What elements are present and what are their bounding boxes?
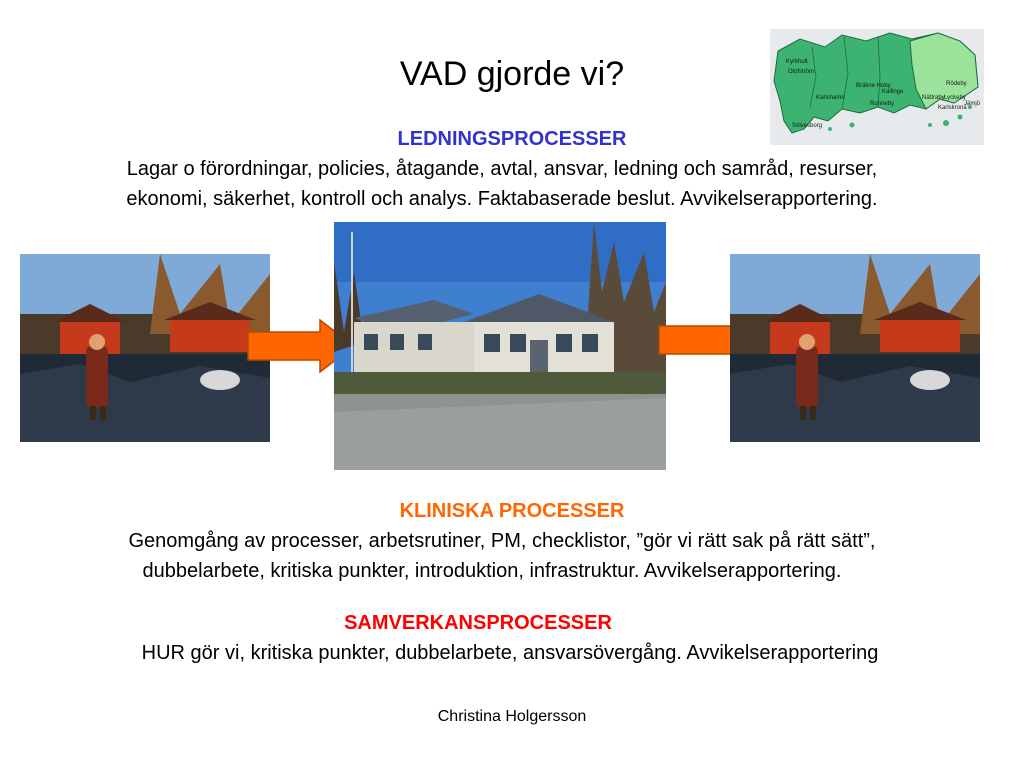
map-label-olofstrom: Olofström [788, 69, 815, 75]
author-name: Christina Holgersson [437, 708, 587, 725]
cottage-photo-left [20, 254, 270, 442]
ledning-line-1: Lagar o förordningar, policies, åtagande, avtal, ansvar, ledning och samråd, resurser, [126, 158, 878, 180]
map-label-brakne-hoby: Bräkne Hoby [856, 83, 891, 89]
slide-title: VAD gjorde vi? [399, 55, 625, 93]
samverkan-heading: SAMVERKANSPROCESSER [344, 612, 612, 634]
map-label-kallinge: Kallinge [882, 89, 904, 95]
ledning-line-2: ekonomi, säkerhet, kontroll och analys. Faktabaserade beslut. Avvikelserapportering. [126, 188, 878, 210]
building-photo [334, 222, 666, 470]
klinisk-line-1: Genomgång av processer, arbetsrutiner, PM, checklistor, ”gör vi rätt sak på rätt sätt”, [128, 530, 876, 552]
map-label-jamjo: Jämjö [964, 101, 981, 107]
map-label-kyrkhult: Kyrkhult [786, 59, 808, 65]
cottage-photo-right [730, 254, 980, 442]
klinisk-heading: KLINISKA PROCESSER [399, 500, 625, 522]
map-label-karlskrona: Karlskrona [938, 105, 967, 111]
map-label-rodeby: Rödeby [946, 81, 967, 87]
map-label-ronneby: Ronneby [870, 101, 895, 107]
photo-building [334, 222, 666, 470]
photo-red-cottages-right [730, 254, 980, 442]
samverkan-line-1: HUR gör vi, kritiska punkter, dubbelarbete, ansvarsövergång. Avvikelserapportering [141, 642, 879, 664]
ledning-heading: LEDNINGSPROCESSER [397, 128, 627, 150]
photo-red-cottages-left [20, 254, 270, 442]
map-label-karlshamn: Karlshamn [816, 95, 845, 101]
map-label-nattraby: Nättraby [922, 95, 945, 101]
map-label-solvesborg: Sölvesborg [792, 123, 823, 129]
klinisk-line-2: dubbelarbete, kritiska punkter, introduktion, infrastruktur. Avvikelserapportering. [142, 560, 842, 582]
map-label-lyckeby: Lyckeby [944, 95, 966, 101]
